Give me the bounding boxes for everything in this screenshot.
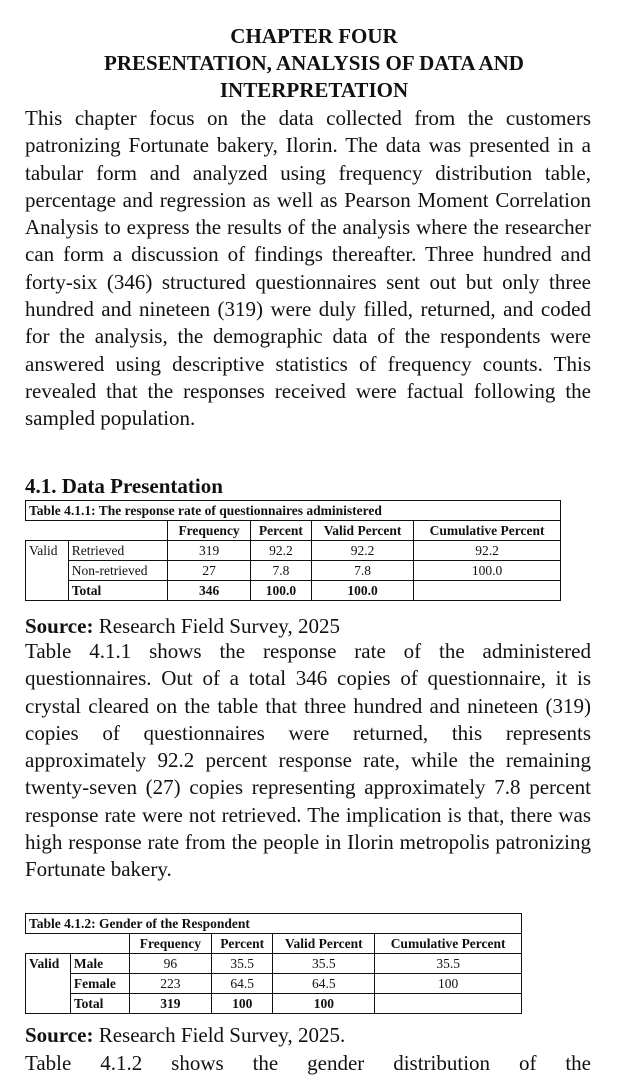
row-label: Male [70, 954, 129, 974]
table1-group-spacer [26, 581, 69, 601]
source-text: Research Field Survey, 2025. [93, 1023, 346, 1047]
cell-cumulative: 100.0 [414, 561, 561, 581]
cell-frequency: 346 [168, 581, 250, 601]
table1-header-valid-percent: Valid Percent [312, 521, 414, 541]
row-label: Non-retrieved [68, 561, 168, 581]
cell-frequency: 319 [129, 994, 211, 1014]
table2-header-valid-percent: Valid Percent [273, 934, 375, 954]
table1-header-frequency: Frequency [168, 521, 250, 541]
table1-header-blank [26, 521, 168, 541]
cell-valid-percent: 100 [273, 994, 375, 1014]
table2-header-cumulative: Cumulative Percent [375, 934, 522, 954]
table-row [26, 994, 522, 1014]
table2-group-label: Valid [26, 954, 71, 974]
table-row [26, 561, 561, 581]
table-gender [25, 913, 522, 1014]
cell-cumulative: 92.2 [414, 541, 561, 561]
table-response-rate [25, 500, 561, 601]
cell-valid-percent: 64.5 [273, 974, 375, 994]
table-row [26, 974, 522, 994]
table1-group-spacer [26, 561, 69, 581]
row-label: Total [70, 994, 129, 1014]
table1-group-label: Valid [26, 541, 69, 561]
chapter-subtitle-line2: INTERPRETATION [219, 78, 409, 102]
table1-header-percent: Percent [250, 521, 311, 541]
cell-percent: 7.8 [250, 561, 311, 581]
cell-valid-percent: 100.0 [312, 581, 414, 601]
cell-percent: 35.5 [212, 954, 273, 974]
cell-cumulative: 35.5 [375, 954, 522, 974]
cell-valid-percent: 92.2 [312, 541, 414, 561]
table2-group-spacer [26, 994, 71, 1014]
cell-percent: 64.5 [212, 974, 273, 994]
cell-cumulative [414, 581, 561, 601]
table1-header-cumulative: Cumulative Percent [414, 521, 561, 541]
row-label: Female [70, 974, 129, 994]
source-label: Source: [25, 1023, 94, 1047]
table2-caption: Table 4.1.2: Gender of the Respondent [26, 914, 522, 934]
cell-valid-percent: 7.8 [312, 561, 414, 581]
table1-discussion: Table 4.1.1 shows the response rate of the administered questionnaires. Out of a total 346 copies of questionnaire, it is crystal cleared on the table that three hundred and nineteen (319) copies of questionnaires were returned, this represents approximately 92.2 percent response rate, while the remaining twenty-seven (27) copies representing approximately 7.8 percent response rate were not retrieved. The implication is that, there was high response rate from the people in Ilorin metropolis patronizing Fortunate bakery. [25, 639, 591, 882]
chapter-title: CHAPTER FOUR [230, 24, 398, 48]
cell-percent: 100 [212, 994, 273, 1014]
table2-header-frequency: Frequency [129, 934, 211, 954]
row-label: Total [68, 581, 168, 601]
cell-frequency: 223 [129, 974, 211, 994]
cell-frequency: 319 [168, 541, 250, 561]
cell-percent: 92.2 [250, 541, 311, 561]
cell-cumulative [375, 994, 522, 1014]
source-label: Source: [25, 614, 94, 638]
table-row [26, 541, 561, 561]
chapter-subtitle-line1: PRESENTATION, ANALYSIS OF DATA AND [104, 51, 524, 75]
table1-caption: Table 4.1.1: The response rate of questionnaires administered [26, 501, 561, 521]
table2-group-spacer [26, 974, 71, 994]
cell-frequency: 27 [168, 561, 250, 581]
cell-valid-percent: 35.5 [273, 954, 375, 974]
table-row [26, 581, 561, 601]
row-label: Retrieved [68, 541, 168, 561]
table2-header-percent: Percent [212, 934, 273, 954]
cell-cumulative: 100 [375, 974, 522, 994]
source-note-2 [25, 1023, 345, 1047]
source-note-1 [25, 614, 340, 638]
source-text: Research Field Survey, 2025 [93, 614, 340, 638]
table2-header-blank [26, 934, 130, 954]
table2-discussion: Table 4.1.2 shows the gender distribution of the [25, 1051, 591, 1075]
cell-frequency: 96 [129, 954, 211, 974]
cell-percent: 100.0 [250, 581, 311, 601]
section-heading: 4.1. Data Presentation [25, 474, 223, 498]
table-row [26, 954, 522, 974]
intro-paragraph: This chapter focus on the data collected from the customers patronizing Fortunate bakery, Ilorin. The data was presented in a tabular form and analyzed using frequency distribution table, percentage and regression as well as Pearson Moment Correlation Analysis to express the results of the analysis where the researcher can form a discussion of findings thereafter. Three hundred and forty-six (346) structured questionnaires sent out but only three hundred and nineteen (319) were duly filled, returned, and coded for the analysis, the demographic data of the respondents were answered using descriptive statistics of frequency counts. This revealed that the responses received were factual following the sampled population. [25, 106, 591, 431]
